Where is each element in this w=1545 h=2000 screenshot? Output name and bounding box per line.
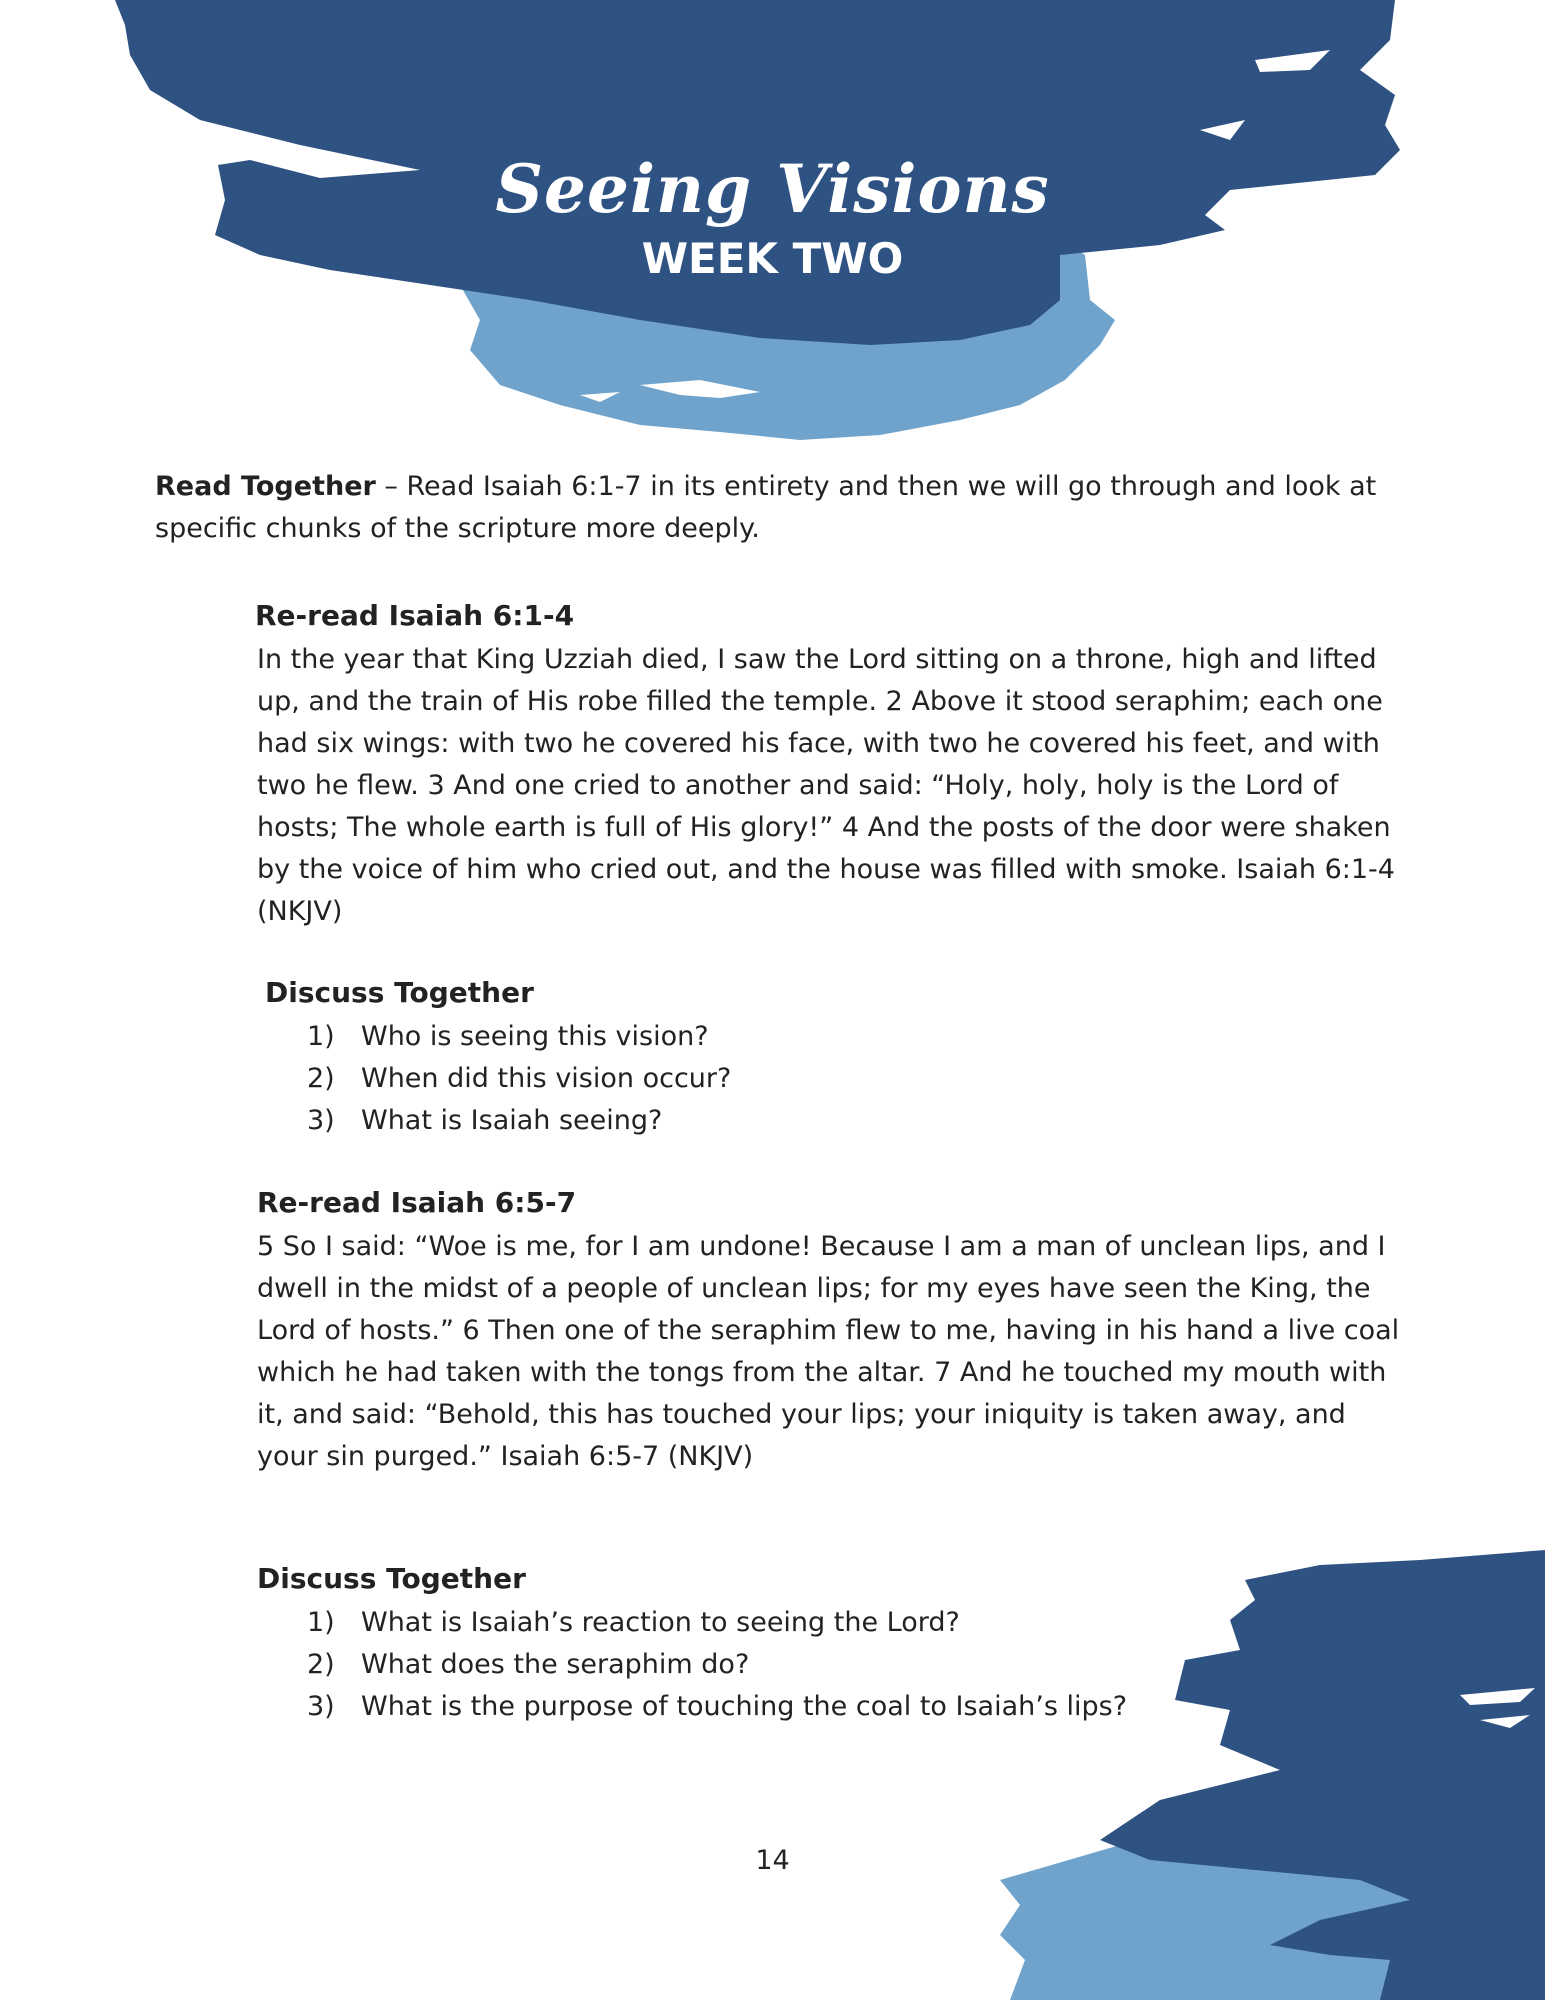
intro-paragraph (155, 466, 1405, 550)
section2-heading: Re-read Isaiah 6:5-7 (257, 1186, 577, 1219)
question-text: What is Isaiah’s reaction to seeing the Lord? (361, 1607, 960, 1638)
question-text: What is the purpose of touching the coal to Isaiah’s lips? (361, 1691, 1128, 1722)
question-text: What is Isaiah seeing? (361, 1105, 663, 1136)
question-number: 3) (307, 1691, 335, 1722)
page-number: 14 (755, 1845, 790, 1876)
question-text: When did this vision occur? (361, 1063, 732, 1094)
section1-heading: Re-read Isaiah 6:1-4 (255, 599, 575, 632)
page-title: Seeing Visions (495, 150, 1050, 228)
section1-discuss-heading: Discuss Together (265, 976, 534, 1009)
section1-question-list (307, 1016, 731, 1142)
list-item (307, 1644, 1127, 1686)
question-number: 2) (307, 1649, 335, 1680)
intro-lead: Read Together (155, 471, 376, 502)
page-subtitle: WEEK TWO (641, 234, 904, 283)
list-item (307, 1016, 731, 1058)
section1-passage: In the year that King Uzziah died, I saw the Lord sitting on a throne, high and lifted up, and the train of His robe filled the temple. 2 Above it stood seraphim; each one had six wings: with two he covered his face, with two he covered his feet, and with two he flew. 3 And one cried to another and said: “Holy, holy, holy is the Lord of hosts; The whole earth is full of His glory!” 4 And the posts of the door were shaken by the voice of him who cried out, and the house was filled with smoke. Isaiah 6:1-4 (NKJV) (257, 644, 1395, 927)
question-number: 2) (307, 1063, 335, 1094)
question-number: 3) (307, 1105, 335, 1136)
section2-question-list (307, 1602, 1127, 1728)
question-number: 1) (307, 1021, 335, 1052)
section2-passage: 5 So I said: “Woe is me, for I am undone! Because I am a man of unclean lips, and I dwell in the midst of a people of unclean lips; for my eyes have seen the King, the Lord of hosts.” 6 Then one of the seraphim flew to me, having in his hand a live coal which he had taken with the tongs from the altar. 7 And he touched my mouth with it, and said: “Behold, this has touched your lips; your iniquity is taken away, and your sin purged.” Isaiah 6:5-7 (NKJV) (257, 1231, 1400, 1472)
question-number: 1) (307, 1607, 335, 1638)
list-item (307, 1058, 731, 1100)
list-item (307, 1602, 1127, 1644)
intro-text: – Read Isaiah 6:1-7 in its entirety and then we will go through and look at specific chunks of the scripture more deeply. (155, 471, 1377, 544)
question-text: Who is seeing this vision? (361, 1021, 709, 1052)
list-item (307, 1686, 1127, 1728)
question-text: What does the seraphim do? (361, 1649, 750, 1680)
list-item (307, 1100, 731, 1142)
section2-discuss-heading: Discuss Together (257, 1562, 526, 1595)
